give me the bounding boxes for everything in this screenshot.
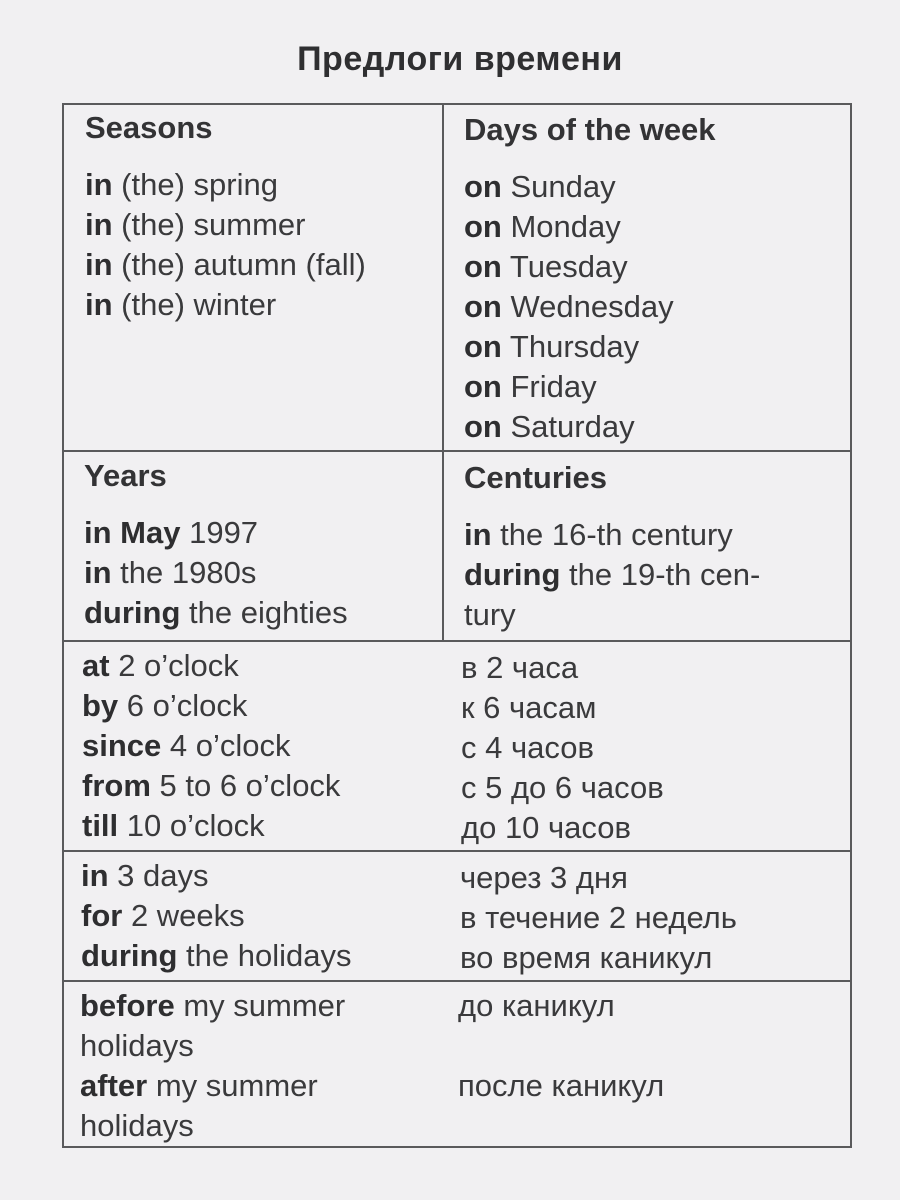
russian-translation: с 5 до 6 часов <box>461 770 664 805</box>
phrase: my summer <box>174 988 346 1023</box>
phrase: the 16-th century <box>491 517 733 552</box>
days-item <box>464 247 716 287</box>
phrase: the eighties <box>180 595 348 630</box>
holidays-russian <box>458 986 664 1106</box>
phrase: Wednesday <box>501 289 674 324</box>
preposition: for <box>81 898 123 933</box>
days-item <box>464 367 716 407</box>
row-divider <box>62 850 852 852</box>
preposition: at <box>82 648 110 683</box>
phrase: Sunday <box>501 169 616 204</box>
days-item <box>464 287 716 327</box>
years-item <box>84 513 348 553</box>
phrase: 6 o’clock <box>118 688 248 723</box>
phrase: (the) summer <box>112 207 306 242</box>
preposition: on <box>464 169 502 204</box>
phrase: the 19-th cen- <box>560 557 761 592</box>
days-cell <box>464 110 716 447</box>
days-item <box>464 167 716 207</box>
centuries-item <box>464 555 760 595</box>
russian-translation: до каникул <box>458 988 615 1023</box>
years-cell <box>84 456 348 633</box>
seasons-item <box>85 285 366 325</box>
seasons-item <box>85 205 366 245</box>
preposition: in <box>84 555 112 590</box>
seasons-item <box>85 165 366 205</box>
russian-translation: в 2 часа <box>461 650 579 685</box>
phrase: (the) autumn (fall) <box>112 247 366 282</box>
russian-translation: к 6 часам <box>461 690 597 725</box>
preposition: in <box>464 517 492 552</box>
years-item <box>84 593 348 633</box>
period-item <box>81 936 351 976</box>
clock-item <box>82 686 340 726</box>
column-divider <box>442 103 444 641</box>
preposition: in <box>81 858 109 893</box>
clock-item <box>82 726 340 766</box>
years-heading: Years <box>84 458 167 493</box>
centuries-cell <box>464 458 760 635</box>
phrase: Monday <box>501 209 621 244</box>
russian-translation: после каникул <box>458 1068 665 1103</box>
clock-item <box>82 646 340 686</box>
days-item <box>464 407 716 447</box>
preposition: from <box>82 768 151 803</box>
preposition: on <box>464 329 502 364</box>
preposition: in <box>85 167 113 202</box>
periods-russian <box>460 858 737 978</box>
seasons-heading: Seasons <box>85 110 213 145</box>
phrase: 2 weeks <box>122 898 245 933</box>
preposition: during <box>84 595 181 630</box>
russian-translation: через 3 дня <box>460 860 628 895</box>
phrase: 5 to 6 o’clock <box>150 768 341 803</box>
preposition: after <box>80 1068 148 1103</box>
preposition: in <box>85 207 113 242</box>
clock-item <box>82 806 340 846</box>
russian-translation: в течение 2 недель <box>460 900 737 935</box>
period-item <box>81 856 351 896</box>
holidays-english <box>80 986 345 1146</box>
seasons-cell <box>85 108 366 325</box>
preposition: during <box>81 938 178 973</box>
phrase: 1997 <box>180 515 259 550</box>
phrase: the holidays <box>177 938 352 973</box>
phrase: 2 o’clock <box>109 648 239 683</box>
preposition: on <box>464 249 502 284</box>
holiday-item-continued: holidays <box>80 1108 194 1143</box>
centuries-heading: Centuries <box>464 460 607 495</box>
preposition: in <box>85 247 113 282</box>
preposition: since <box>82 728 162 763</box>
preposition: by <box>82 688 119 723</box>
phrase: 4 o’clock <box>161 728 291 763</box>
row-divider <box>62 980 852 982</box>
holiday-item <box>80 986 345 1026</box>
row-divider <box>62 450 852 452</box>
phrase: (the) winter <box>112 287 277 322</box>
phrase: my summer <box>147 1068 318 1103</box>
years-item <box>84 553 348 593</box>
clock-item <box>82 766 340 806</box>
phrase: Saturday <box>501 409 635 444</box>
preposition: before <box>80 988 175 1023</box>
days-item <box>464 207 716 247</box>
preposition: in <box>85 287 113 322</box>
russian-translation: во время каникул <box>460 940 713 975</box>
preposition: on <box>464 369 502 404</box>
phrase: Friday <box>501 369 597 404</box>
periods-english <box>81 856 351 976</box>
preposition: in May <box>84 515 181 550</box>
preposition: till <box>82 808 119 843</box>
clock-russian <box>461 648 664 848</box>
page-title: Предлоги времени <box>297 40 623 78</box>
preposition: on <box>464 289 502 324</box>
centuries-item <box>464 515 760 555</box>
russian-translation: до 10 часов <box>461 810 631 845</box>
clock-english <box>82 646 340 846</box>
seasons-item <box>85 245 366 285</box>
russian-translation: с 4 часов <box>461 730 594 765</box>
days-item <box>464 327 716 367</box>
phrase: Tuesday <box>501 249 628 284</box>
preposition: during <box>464 557 561 592</box>
phrase: Thursday <box>501 329 640 364</box>
holiday-item <box>80 1066 345 1106</box>
centuries-item-continued: tury <box>464 597 516 632</box>
period-item <box>81 896 351 936</box>
preposition: on <box>464 209 502 244</box>
phrase: (the) spring <box>112 167 278 202</box>
phrase: 10 o’clock <box>118 808 265 843</box>
holiday-item-continued: holidays <box>80 1028 194 1063</box>
phrase: the 1980s <box>111 555 257 590</box>
row-divider <box>62 640 852 642</box>
preposition: on <box>464 409 502 444</box>
phrase: 3 days <box>108 858 209 893</box>
days-heading: Days of the week <box>464 112 716 147</box>
